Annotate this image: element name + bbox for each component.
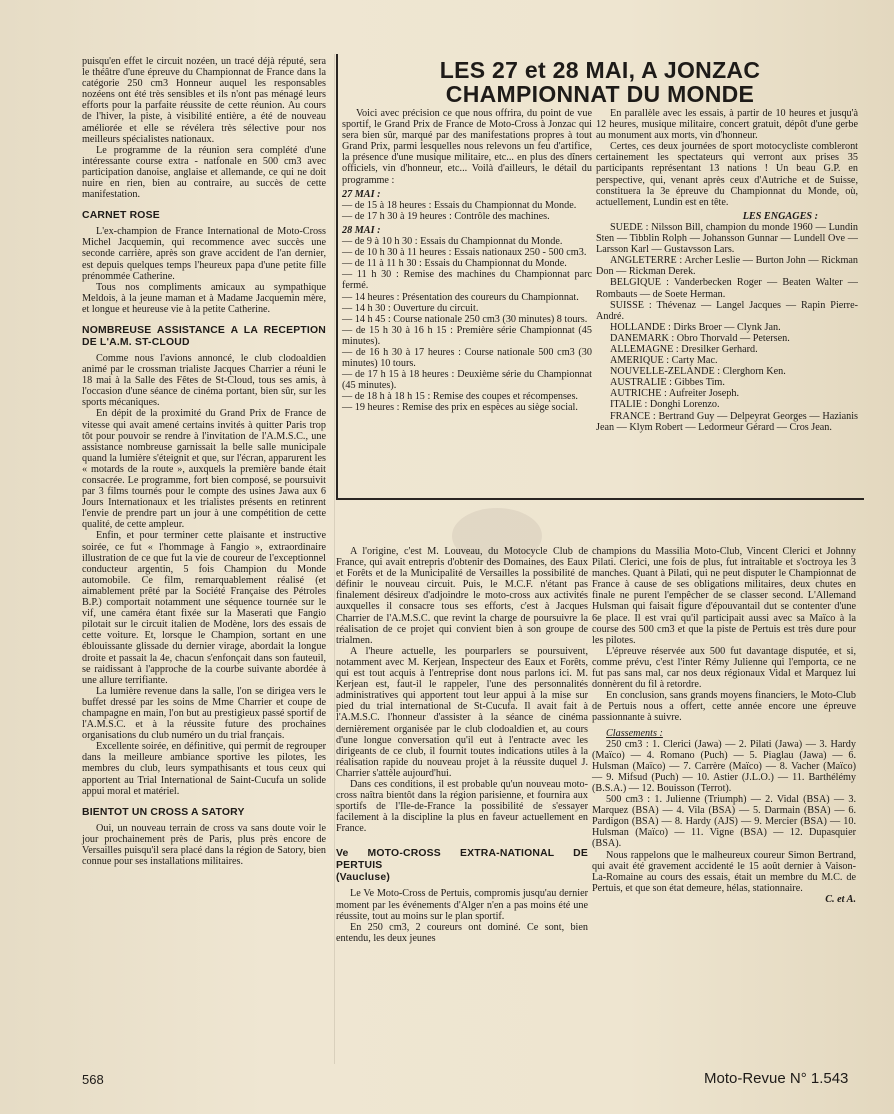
carnet-rose-p1: L'ex-champion de France International de Moto-Cross Michel Jacquemin, qui recommence avec succès une seconde carrière, après son grave accident de l'an dernier, est depuis quelques temps l'heureux papa d'une petite fille prénommée Catherine.: [82, 226, 326, 282]
satory-cont-p1: A l'origine, c'est M. Louveau, du Motocycle Club de France, qui avait entrepris d'obtenir des Domaines, des Eaux et Forêts et de la Municipalité de Versailles la possibilité de définir le nouveau circuit. Puis, le M.C.F. n'étant pas finalement désireux d'adjoindre le moto-cross aux activités auxquelles il consacre tous ses efforts, c'est à Jacques Charrier de l'A.M.S.C. que revint la charge de poursuivre la réalisation de ce projet qui convient bien à son groupe de trialmen.: [336, 546, 588, 646]
day-27-label: 27 MAI :: [342, 188, 381, 200]
nozeen-article: puisqu'en effet le circuit nozéen, un tracé déjà réputé, sera le théâtre d'une épreuve du Championnat de France dans la catégorie 250 cm3 Honneur auquel les responsables nozéens ont été très sensibles et ils n'ont pas ménagé leurs efforts pour la parfaite réussite de cette réunion. Au cours de l'hiver, la piste, à visibilité entière, a été de nouveau améliorée et elle se révélera très sélective pour nos meilleurs spécialistes nationaux.: [82, 56, 326, 145]
schedule-item: — 11 h 30 : Remise des machines du Championnat parc fermé.: [342, 269, 592, 292]
satory-continuation-column: [336, 546, 588, 944]
schedule-item: — de 15 h 30 à 16 h 15 : Première série Championnat (45 minutes).: [342, 324, 592, 347]
assistance-p4: La lumière revenue dans la salle, l'on se dirigea vers le buffet dressé par les soins de Mme Charrier et coupe de champagne en main, l'on but au prestigieux passé sportif de l'A.M.S.C. et à la réussite future des prochaines organisations du club numéro un du trial français.: [82, 685, 326, 742]
carnet-rose-p2: Tous nos compliments amicaux au sympathique Meldois, à la jeune maman et à Madame Jacquemin mère, et longue et heureuse vie à la petite Catherine.: [82, 281, 326, 315]
schedule-item: — de 10 h 30 à 11 heures : Essais nationaux 250 - 500 cm3.: [342, 247, 587, 259]
pertuis-subtitle: (Vaucluse): [336, 872, 390, 884]
classement-500: 500 cm3 : 1. Julienne (Triumph) — 2. Vidal (BSA) — 3. Marquez (BSA) — 4. Vila (BSA) — 5. Darmain (BSA) — 6. Pardigon (BSA) — 8. Hardy (AJS) — 9. Mercier (BSA) — 10. Hulsman (Maïco) — 11. Vigne (BSA) — 12. Dupasquier (BSA).: [592, 794, 856, 850]
assistance-p2: En dépit de la proximité du Grand Prix de France de vitesse qui avait amené certains invités à quitter Paris trop tôt pour pouvoir se rendre à l'invitation de l'A.M.S.C., une assistance nombreuse garnissait la belle salle municipale quand la lumière s'éteignit et que, sur l'écran, apparurent les « motards de la route », auxquels la première bande était consacrée. Le programme, fort bien composé, se poursuivit par 3 films tournés pour le compte des usines Jawa aux 6 Jours Internationaux et les trialistes présents en retinrent l'envie de prendre part un jour à une compétition de cette qualité, de cette ampleur.: [82, 408, 326, 531]
signature: C. et A.: [825, 893, 856, 905]
engage-entry: DANEMARK : Obro Thorvald — Petersen.: [610, 332, 790, 344]
pertuis-continuation-column: [592, 546, 856, 905]
schedule-item: — de 18 h à 18 h 15 : Remise des coupes et récompenses.: [342, 391, 578, 403]
schedule-item: — 14 h 45 : Course nationale 250 cm3 (30 minutes) 8 tours.: [342, 313, 588, 325]
jonzac-program-column: [342, 108, 592, 414]
jonzac-intro: Voici avec précision ce que nous offrira, du point de vue sportif, le Grand Prix de France de Moto-Cross à Jonzac qui sera bien sûr, marqué par des manifestations propres à tout Grand Prix, parmi lesquelles nous relevons un feu d'artifice, la présence d'une musique militaire, etc... en plus des dîners officiels, vin d'honneur, etc... Voilà d'ailleurs, le détail du programme :: [342, 108, 592, 186]
satory-title: BIENTOT UN CROSS A SATORY: [82, 806, 245, 818]
engage-entry: BELGIQUE : Vanderbecken Roger — Beaten Walter — Rombauts — de Soete Herman.: [596, 277, 858, 300]
schedule-item: — de 16 h 30 à 17 heures : Course nationale 500 cm3 (30 minutes) 10 tours.: [342, 346, 592, 370]
engage-entry: HOLLANDE : Dirks Broer — Clynk Jan.: [610, 321, 781, 333]
pertuis-title: Ve MOTO-CROSS EXTRA-NATIONAL DE PERTUIS: [336, 848, 588, 872]
day-28-label: 28 MAI :: [342, 224, 381, 236]
jonzac-engages-column: [596, 108, 858, 433]
magazine-issue: Moto-Revue N° 1.543: [704, 1070, 849, 1087]
schedule-item: — 14 heures : Présentation des coureurs du Championnat.: [342, 291, 579, 303]
engage-entry: AUSTRALIE : Gibbes Tim.: [610, 377, 725, 389]
engage-entry: AMERIQUE : Carty Mac.: [610, 355, 718, 367]
schedule-item: — de 11 à 11 h 30 : Essais du Championnat du Monde.: [342, 258, 567, 270]
schedule-item: — 19 heures : Remise des prix en espèces au siège social.: [342, 402, 578, 414]
schedule-item: — de 9 à 10 h 30 : Essais du Championnat du Monde.: [342, 236, 563, 248]
assistance-p3: Enfin, et pour terminer cette plaisante et instructive soirée, ce fut « l'hommage à Fangio », extraordinaire illustration de ce que fut la vie de coureur de l'exceptionnel conducteur argentin, 5 fois Champion du Monde automobile. Ce film, remarquablement réalisé (et aimablement prêté par la Société Française des Pétroles B.P.) comportait notamment une séquence tournée sur le vif, une caméra étant fixée sur la Maserati que Fangio pilotait sur le circuit italien de Modène, lors des essais de cette voiture. Et, lorsque le Champion, sortant en une éblouissante glissade du dernier virage, abordait la longue droite et passait la 4e, chacun s'enfonçait dans son fauteuil, se raidissant à l'approche de la courbe suivante abordée à une allure terrifiante.: [82, 530, 326, 686]
satory-cont-p2: A l'heure actuelle, les pourparlers se poursuivent, notamment avec M. Kerjean, Inspecteur des Eaux et Forêts, qui est tout acquis à l'entreprise dont nous parlons ici. M. Kerjean est, faut-il le rappeler, l'une des personnalités administratives qui apportent tout leur appui à la mise sur pied du trial international de St-Cucufa. Il avait fait à l'A.M.S.C. l'honneur d'assister à la séance de cinéma dernièrement organisée par le club clodoaldien et, au cours d'une longue conversation qu'il eut à l'entracte avec les dirigeants de ce club, il fournit toutes indications utiles à la réalisation rapide du nouveau projet à la réussite duquel J. Charrier s'attèle aujourd'hui.: [336, 645, 588, 779]
engage-entry: ANGLETERRE : Archer Leslie — Burton John — Rickman Don — Rickman Derek.: [596, 255, 858, 278]
assistance-p1: Comme nous l'avions annoncé, le club clodoaldien animé par le crossman trialiste Jacques Charrier a réuni le 18 mai à la Salle des Fêtes de St-Cloud, tous ses amis, à l'occasion d'une séance de cinéma portant, bien sûr, sur les sports mécaniques.: [82, 352, 326, 409]
carnet-rose-title: CARNET ROSE: [82, 210, 160, 222]
engage-entry: ITALIE : Donghi Lorenzo.: [610, 399, 720, 411]
satory-cont-p3: Dans ces conditions, il est probable qu'un nouveau moto-cross naîtra bientôt dans la région parisienne, et fournira aux sportifs de l'Ile-de-France la possibilité de s'essayer facilement à la discipline la plus en faveur actuellement en France.: [336, 778, 588, 835]
page-number: 568: [82, 1072, 104, 1087]
headline-line1: LES 27 et 28 MAI, A JONZAC: [439, 57, 761, 83]
left-column: [82, 56, 326, 867]
engage-entry: NOUVELLE-ZELANDE : Clerghorn Ken.: [610, 366, 786, 378]
jonzac-right-p2: Certes, ces deux journées de sport motocycliste combleront certainement les spectateurs qui verront aux prises 35 participants représentant 13 nations ! Un beau G.P. en perspective, qui, venant après ceux d'Autriche et de Suisse, constituera la 3e épreuve du Championnat du Monde, où, actuellement, Lundin est en tête.: [596, 141, 858, 208]
schedule-item: — de 15 à 18 heures : Essais du Championnat du Monde.: [342, 199, 577, 211]
engage-entry: SUEDE : Nilsson Bill, champion du monde 1960 — Lundin Sten — Tibblin Rolph — Johansson Gunnar — Lundell Ove — Larsson Karl — Gustavsson Lars.: [596, 221, 858, 256]
classement-250: 250 cm3 : 1. Clerici (Jawa) — 2. Pilati (Jawa) — 3. Hardy (Maïco) — 4. Romano (Puch) — 5. Piaglau (Jawa) — 6. Hulsman (Maïco) — 7. Carrère (Maïco) — 8. Vacher (Maïco) — 9. Mifsud (Puch) — 10. Astier (J.L.O.) — 11. Barthélémy (B.S.A.) — 12. Bouisson (Terrot).: [592, 738, 856, 794]
classements-title: Classements :: [606, 727, 663, 739]
satory-p1: Oui, un nouveau terrain de cross va sans doute voir le jour prochainement près de Paris, plus près encore de Versailles puisqu'il sera placé dans la région de Satory, bien connue pour ses installations militaires.: [82, 822, 326, 867]
assistance-p5: Excellente soirée, en définitive, qui permit de regrouper dans la meilleure ambiance sportive les pilotes, les membres du club, leurs sympathisants et tous ceux qui apportent au Trial International de Saint-Cucufa un solide appui moral et matériel.: [82, 741, 326, 797]
assistance-title: NOMBREUSE ASSISTANCE A LA RECEPTION DE L'A.M. ST-CLOUD: [82, 324, 326, 348]
pertuis-p1: Le Ve Moto-Cross de Pertuis, compromis jusqu'au dernier moment par les événements d'Alger n'en a pas moins été une réussite, tout au moins sur le plan sportif.: [336, 888, 588, 922]
jonzac-right-p1: En parallèle avec les essais, à partir de 10 heures et jusqu'à 12 heures, musique militaire, concert gratuit, dépôt d'une gerbe au monument aux morts, vin d'honneur.: [596, 108, 858, 142]
pertuis-p2: En 250 cm3, 2 coureurs ont dominé. Ce sont, bien entendu, les deux jeunes: [336, 921, 588, 944]
schedule-item: — 14 h 30 : Ouverture du circuit.: [342, 302, 479, 314]
schedule-item: — de 17 h 30 à 19 heures : Contrôle des machines.: [342, 210, 550, 222]
headline-line2: CHAMPIONNAT DU MONDE: [445, 81, 755, 107]
schedule-item: — de 17 h 15 à 18 heures : Deuxième série du Championnat (45 minutes).: [342, 369, 592, 392]
column-divider: [334, 54, 335, 1064]
engages-title: LES ENGAGES :: [742, 210, 818, 222]
engage-entry: ALLEMAGNE : Dresilker Gerhard.: [610, 343, 758, 355]
engage-entry: AUTRICHE : Aufreiter Joseph.: [610, 388, 740, 400]
engage-entry: SUISSE : Thévenaz — Langel Jacques — Rapin Pierre-André.: [596, 299, 858, 322]
jonzac-headline: [380, 58, 820, 106]
pertuis-cont-p4: Nous rappelons que le malheureux coureur Simon Bertrand, qui avait été gravement accidenté le 15 août dernier à Vaison-La-Romaine au cours des essais, était un membre du M.C. de Pertuis, et que son état demeure, hélas, stationnaire.: [592, 849, 856, 894]
pertuis-cont-p2: L'épreuve réservée aux 500 fut davantage disputée, et si, comme prévu, c'est l'inter Rémy Julienne qui l'emporta, ce ne fut pas sans mal, car nos deux régionaux Vidal et Marquez lui donnèrent du fil à retordre.: [592, 645, 856, 691]
pertuis-cont-p1: champions du Massilia Moto-Club, Vincent Clerici et Johnny Pilati. Clerici, une fois de plus, fut intraitable et s'octroya les 3 manches. Quant à Pilati, qui ne peut disputer le Championnat de France à cause de ses obligations militaires, deux chutes en finale ne purent l'empêcher de se classer second. L'Allemand Hulsman qui faisait figure d'épouvantail dut se contenter d'une 6e place. Il est vrai qu'il participait aussi avec sa Maïco à la course des 500 cm3 et que la piste de Pertuis est très dure pour les pilotes.: [592, 546, 856, 646]
engage-entry: FRANCE : Bertrand Guy — Delpeyrat Georges — Hazianis Jean — Klym Robert — Ledormeur Gérard — Cros Jean.: [596, 410, 858, 433]
nozeen-article-cont: Le programme de la réunion sera complété d'une intéressante course extra - natfonale en 500 cm3 avec participation danoise, anglaise et allemande, ce qui ne doit nuire en rien, bien au contraire, au succès de cette manifestation.: [82, 144, 326, 201]
pertuis-cont-p3: En conclusion, sans grands moyens financiers, le Moto-Club de Pertuis nous a offert, cette année encore une épreuve passionnante à suivre.: [592, 690, 856, 724]
